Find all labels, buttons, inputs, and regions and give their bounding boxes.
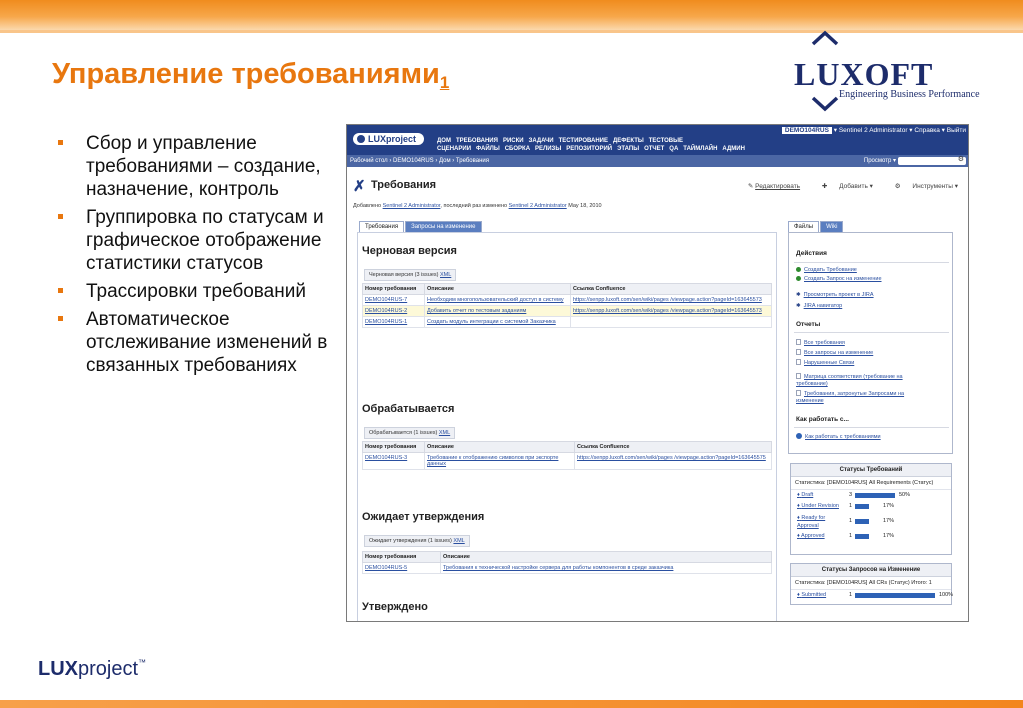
status-percent: 17%	[883, 518, 895, 524]
tab-files[interactable]: Файлы	[788, 221, 819, 233]
page-actions	[728, 182, 958, 190]
column-header[interactable]: Описание	[441, 552, 772, 563]
confluence-link	[571, 317, 772, 328]
column-header[interactable]: Ссылка Confluence	[575, 442, 772, 453]
table-header-row	[363, 552, 772, 563]
requirements-icon: ✗	[353, 178, 366, 195]
column-header[interactable]: Номер требования	[363, 442, 425, 453]
section-heading-draft: Черновая версия	[362, 245, 457, 257]
bullet-item: Сбор и управление требованиями – создание, назначение, контроль	[58, 132, 338, 201]
table-row	[363, 317, 772, 328]
traceability-matrix-link-cont[interactable]: требование)	[796, 381, 828, 387]
app-header	[347, 125, 968, 155]
issue-summary-link[interactable]: Требование к отображению символов при экспорте данных	[425, 453, 575, 470]
issue-key-link[interactable]: DEMO104RUS-3	[363, 453, 425, 470]
right-panel	[788, 232, 953, 454]
status-count: 1	[849, 592, 853, 598]
nav-testing[interactable]: ТЕСТИРОВАНИЕ	[558, 138, 608, 144]
status-bar	[855, 504, 869, 509]
nav-home[interactable]: ДОМ	[437, 138, 451, 144]
nav-timeline[interactable]: ТАЙМЛАЙН	[683, 146, 718, 152]
breadcrumb[interactable]: Рабочий стол › DEMO104RUS › Дом › Требования	[350, 158, 490, 164]
status-bar	[855, 534, 869, 539]
all-requirements-link[interactable]: Все требования	[796, 339, 845, 346]
divider	[794, 427, 949, 428]
issue-key-link[interactable]: DEMO104RUS-2	[363, 306, 425, 317]
status-link[interactable]: ♦ Submitted	[797, 592, 827, 598]
breadcrumb-bar	[347, 155, 968, 167]
table-row	[363, 563, 772, 574]
status-row	[791, 531, 951, 542]
project-selector[interactable]: DEMO104RUS	[782, 127, 832, 134]
page-title: Требования	[371, 179, 437, 191]
bullet-marker-icon	[58, 214, 63, 219]
report-page-icon	[796, 339, 801, 345]
bullet-marker-icon	[58, 316, 63, 321]
report-page-icon	[796, 373, 801, 379]
status-percent: 17%	[883, 533, 895, 539]
bullet-item: Трассировки требований	[58, 280, 338, 303]
nav-requirements[interactable]: ТРЕБОВАНИЯ	[455, 138, 498, 144]
nav-files[interactable]: ФАЙЛЫ	[476, 146, 500, 152]
top-orange-bar	[0, 0, 1023, 30]
change-requests-status-box	[790, 563, 952, 605]
traceability-matrix-link[interactable]: Матрица соответствия (требование на	[796, 373, 903, 380]
status-bar	[855, 493, 895, 498]
status-bar	[855, 593, 935, 598]
report-page-icon	[796, 390, 801, 396]
issue-summary-link[interactable]: Необходим многопользовательский доступ в систему	[425, 295, 571, 306]
add-icon	[796, 276, 801, 281]
table-header-row	[363, 442, 772, 453]
plus-icon: ✚	[821, 183, 828, 190]
change-requests-status-subtitle: Статистика: [DEMO104RUS] All CRs (Статус) Итого: 1	[791, 577, 951, 590]
report-page-icon	[796, 349, 801, 355]
xml-link[interactable]: XML	[453, 538, 465, 544]
view-in-jira-link[interactable]: ✱ Просмотреть проект в JIRA	[796, 292, 874, 298]
app-logo[interactable]: LUXproject	[353, 133, 424, 145]
draft-table	[362, 283, 772, 328]
xml-link[interactable]: XML	[440, 272, 452, 278]
reports-heading: Отчеты	[796, 321, 821, 328]
status-row	[791, 501, 951, 512]
status-count: 1	[849, 503, 853, 509]
column-header[interactable]: Ссылка Confluence	[571, 284, 772, 295]
logout-link[interactable]: Выйти	[946, 127, 966, 134]
status-percent: 17%	[883, 503, 895, 509]
bullet-item: Автоматическое отслеживание изменений в связанных требованиях	[58, 308, 338, 377]
pencil-icon: ✎	[747, 183, 754, 190]
status-icon: ♦	[797, 533, 800, 539]
column-header[interactable]: Номер требования	[363, 552, 441, 563]
issue-key-link[interactable]: DEMO104RUS-5	[363, 563, 441, 574]
status-row	[791, 590, 954, 601]
status-icon: ♦	[797, 515, 800, 521]
actions-heading: Действия	[796, 250, 827, 257]
status-link[interactable]: ♦ Under Revision	[797, 503, 839, 509]
gear-icon: ⚙	[894, 183, 901, 190]
table-row	[363, 295, 772, 306]
nav-build[interactable]: СБОРКА	[504, 146, 531, 152]
tab-wiki[interactable]: Wiki	[820, 221, 843, 233]
broken-links-link[interactable]: Нарушенные Связи	[796, 359, 854, 366]
footer-orange-bar	[0, 700, 1023, 708]
nav-qa[interactable]: QA	[669, 146, 679, 152]
view-menu[interactable]: Просмотр ▾	[863, 158, 896, 164]
nav-test-scenarios[interactable]: ТЕСТОВЫЕ СЦЕНАРИИ	[437, 138, 683, 152]
table-header-row	[363, 284, 772, 295]
title-subscript: 1	[439, 73, 450, 92]
create-requirement-link[interactable]: Создать Требование	[796, 267, 857, 273]
user-bar: DEMO104RUS ▾ Sentinel 2 Administrator ▾ Справка ▾ Выйти	[782, 126, 966, 134]
author-link[interactable]: Sentinel 2 Administrator	[382, 203, 441, 209]
tools-menu-button[interactable]: ⚙ Инструменты ▾	[894, 183, 958, 190]
nav-tasks[interactable]: ЗАДАЧИ	[528, 138, 554, 144]
slide-title: Управление требованиями$_1$	[52, 58, 450, 92]
awaiting-table	[362, 551, 772, 574]
info-icon	[796, 433, 802, 439]
section-heading-approved: Утверждено	[362, 601, 428, 613]
section-heading-awaiting: Ожидает утверждения	[362, 511, 485, 523]
issue-key-link[interactable]: DEMO104RUS-1	[363, 317, 425, 328]
draft-filter-tab[interactable]: Черновая версия (3 issues) XML	[364, 269, 456, 281]
add-icon	[796, 267, 801, 272]
issue-summary-link[interactable]: Создать модуль интеграции с системой Заказчика	[425, 317, 571, 328]
awaiting-filter-tab[interactable]: Ожидает утверждения (1 issues) XML	[364, 535, 470, 547]
issue-summary-link[interactable]: Добавить отчет по тестовым заданиям	[425, 306, 571, 317]
status-percent: 100%	[939, 592, 954, 598]
processing-table	[362, 441, 772, 470]
app-main	[347, 167, 968, 622]
status-icon: ♦	[797, 592, 800, 598]
search-input[interactable]	[898, 157, 966, 165]
app-screenshot	[346, 124, 969, 622]
nav-defects[interactable]: ДЕФЕКТЫ	[613, 138, 644, 144]
howto-heading: Как работать с...	[796, 416, 849, 423]
issue-key-link[interactable]: DEMO104RUS-7	[363, 295, 425, 306]
status-icon: ♦	[797, 503, 800, 509]
status-count: 1	[849, 533, 853, 539]
status-row	[791, 512, 951, 531]
howto-requirements-link[interactable]: Как работать с требованиями	[796, 433, 881, 440]
main-nav	[437, 137, 967, 153]
logo-wordmark: LUXOFT	[794, 56, 934, 92]
requirements-status-title: Статусы Требований	[791, 464, 951, 477]
affected-requirements-link[interactable]: Требования, затронутые Запросами на	[796, 390, 904, 397]
nav-repository[interactable]: РЕПОЗИТОРИЙ	[566, 146, 613, 152]
processing-filter-tab[interactable]: Обрабатывается (1 issues) XML	[364, 427, 455, 439]
issue-summary-link[interactable]: Требования к технической настройке сервера для работы компонентов в среде заказчика	[441, 563, 772, 574]
add-menu-button[interactable]: ✚ Добавить ▾	[821, 183, 873, 190]
help-link[interactable]: Справка	[914, 127, 940, 134]
create-change-request-link[interactable]: Создать Запрос на изменение	[796, 276, 882, 282]
status-count: 1	[849, 518, 853, 524]
status-link[interactable]: ♦ Draft	[797, 492, 814, 498]
requirements-content	[357, 232, 777, 622]
status-count: 3	[849, 492, 853, 498]
column-header[interactable]: Описание	[425, 442, 575, 453]
requirements-status-box	[790, 463, 952, 555]
section-heading-processing: Обрабатывается	[362, 403, 455, 415]
jira-navigator-link[interactable]: ✱ JIRA навигатор	[796, 303, 843, 309]
footer-brand: LUXproject™	[38, 658, 147, 680]
divider	[794, 332, 949, 333]
confluence-link[interactable]: https://senpp.luxoft.com/sen/wiki/pages /viewpage.action?pageId=163645573	[571, 295, 772, 306]
status-link[interactable]: ♦ Approved	[797, 533, 825, 539]
xml-link[interactable]: XML	[438, 430, 451, 436]
status-bar	[855, 519, 869, 524]
all-change-requests-link[interactable]: Все запросы на изменение	[796, 349, 873, 356]
nav-risks[interactable]: РИСКИ	[502, 138, 524, 144]
divider	[794, 262, 949, 263]
confluence-link[interactable]: https://senpp.luxoft.com/sen/wiki/pages /viewpage.action?pageId=163645573	[571, 306, 772, 317]
jira-icon: ✱	[796, 292, 801, 298]
status-percent: 50%	[899, 492, 911, 498]
table-row	[363, 453, 772, 470]
logo-chevron-down-icon	[810, 96, 840, 112]
app-logo-icon	[357, 135, 365, 143]
bullet-marker-icon	[58, 288, 63, 293]
page-meta: Добавлено Sentinel 2 Administrator, последний раз изменено Sentinel 2 Administrator May 18, 2010	[353, 203, 602, 209]
nav-admin[interactable]: АДМИН	[722, 146, 745, 152]
luxoft-logo	[772, 28, 1012, 114]
logo-tagline: Engineering Business Performance	[839, 89, 980, 100]
tab-change-requests[interactable]: Запросы на изменение	[405, 221, 481, 233]
requirements-status-subtitle: Статистика: [DEMO104RUS] All Requirements (Статус)	[791, 477, 951, 490]
table-row	[363, 306, 772, 317]
status-link[interactable]: ♦ Ready for Approval	[797, 515, 826, 529]
nav-report[interactable]: ОТЧЕТ	[644, 146, 665, 152]
change-requests-status-title: Статусы Запросов на Изменение	[791, 564, 951, 577]
edit-button[interactable]: ✎ Редактировать	[747, 183, 801, 190]
bullet-marker-icon	[58, 140, 63, 145]
column-header[interactable]: Описание	[425, 284, 571, 295]
bullet-list	[58, 132, 338, 382]
jira-icon: ✱	[796, 303, 801, 309]
column-header[interactable]: Номер требования	[363, 284, 425, 295]
user-menu[interactable]: Sentinel 2 Administrator	[838, 127, 908, 134]
nav-stages[interactable]: ЭТАПЫ	[617, 146, 640, 152]
bullet-item: Группировка по статусам и графическое отображение статистики статусов	[58, 206, 338, 275]
affected-requirements-link-cont[interactable]: изменение	[796, 398, 824, 404]
status-row	[791, 490, 951, 501]
confluence-link[interactable]: https://senpp.luxoft.com/sen/wiki/pages /viewpage.action?pageId=163645575	[575, 453, 772, 470]
search-icon[interactable]: ⚙	[957, 156, 964, 163]
editor-link[interactable]: Sentinel 2 Administrator	[508, 203, 567, 209]
tab-requirements[interactable]: Требования	[359, 221, 404, 233]
nav-releases[interactable]: РЕЛИЗЫ	[535, 146, 562, 152]
report-page-icon	[796, 359, 801, 365]
status-icon: ♦	[797, 492, 800, 498]
logo-chevron-up-icon	[810, 30, 840, 46]
